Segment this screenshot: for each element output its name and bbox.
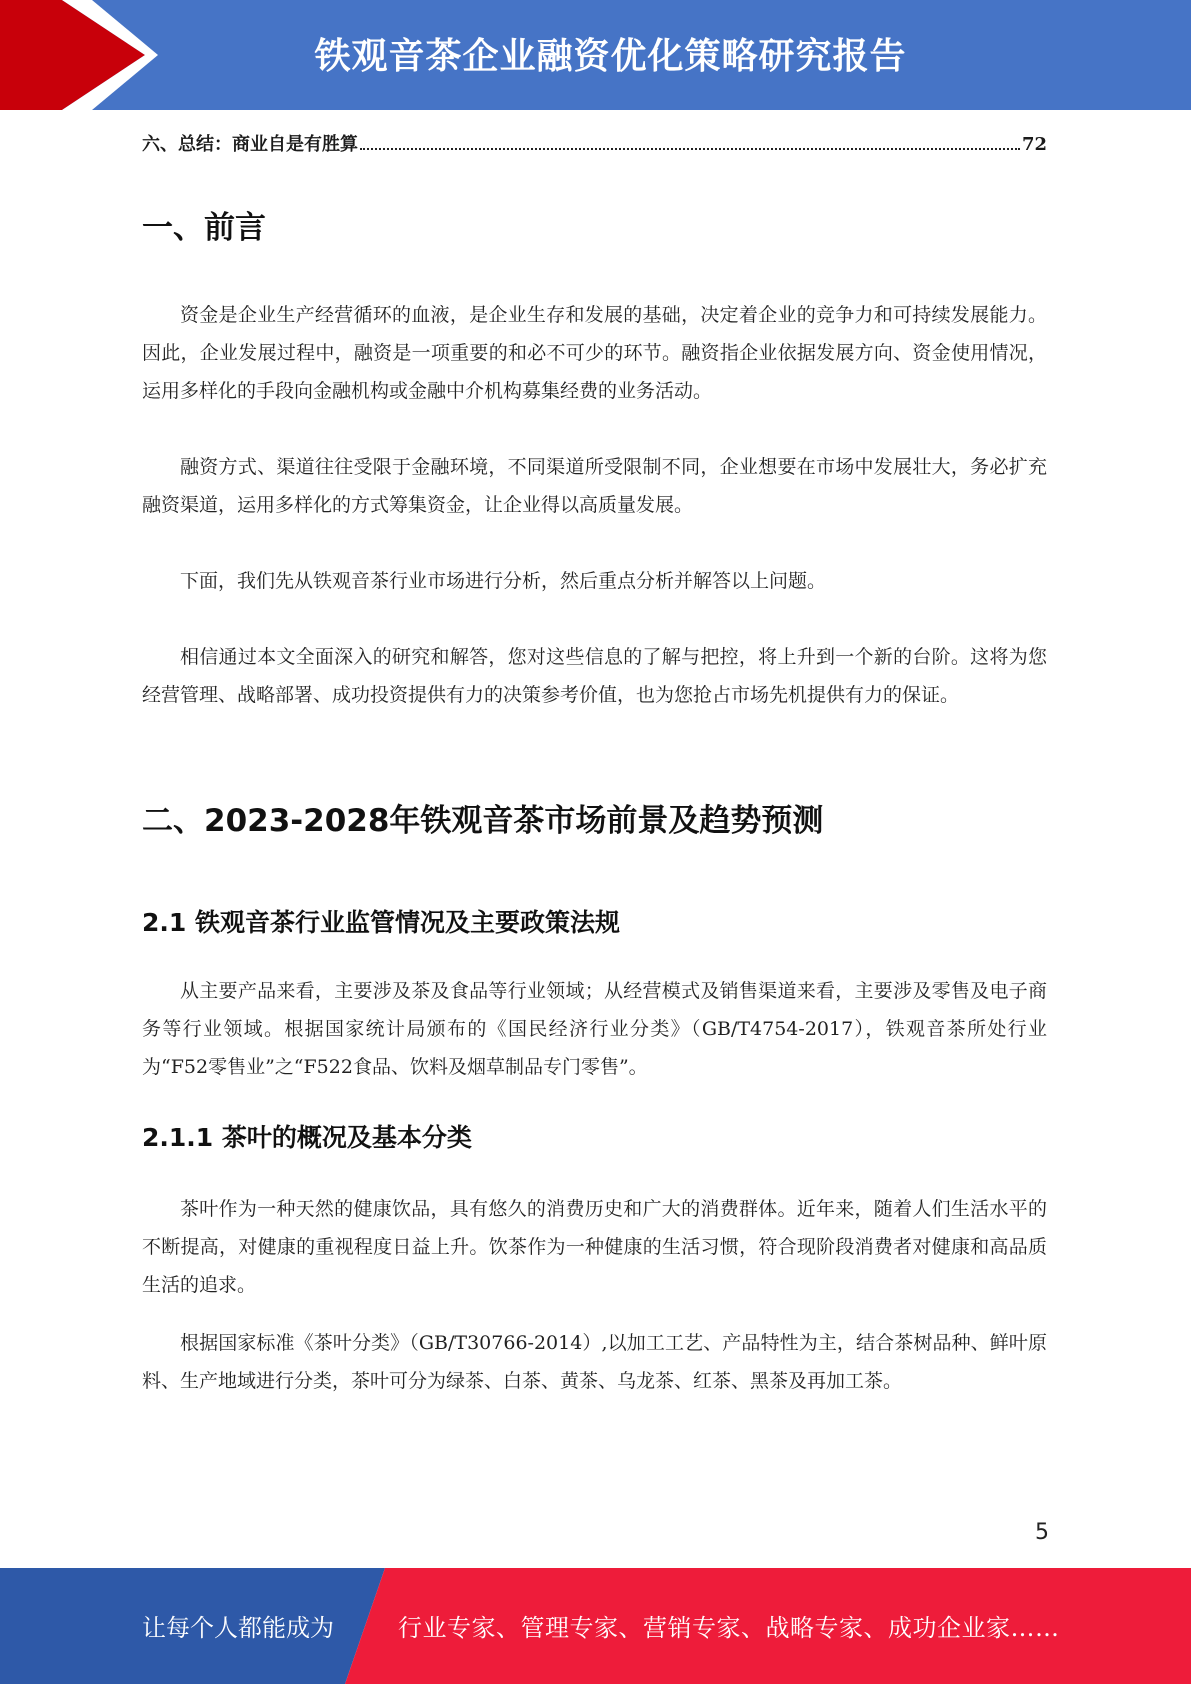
- toc-leader-dots: [360, 148, 1020, 150]
- report-title: 铁观音茶企业融资优化策略研究报告: [314, 36, 907, 77]
- paragraph: 下面，我们先从铁观音茶行业市场进行分析，然后重点分析并解答以上问题。: [180, 570, 827, 592]
- paragraph: 融资方式、渠道往往受限于金融环境，不同渠道所受限制不同，企业想要在市场中发展壮大，务必扩充融资渠道，运用多样化的方式筹集资金，让企业得以高质量发展。: [142, 456, 1047, 516]
- toc-entry-page: 72: [1021, 134, 1047, 155]
- subsection-heading-regulation: 2.1 铁观音茶行业监管情况及主要政策法规: [142, 908, 620, 937]
- toc-entry-label: 六、总结：商业自是有胜算: [142, 134, 358, 155]
- toc-entry[interactable]: [142, 130, 1047, 156]
- section-heading-market-forecast: 二、2023-2028年铁观音茶市场前景及趋势预测: [142, 803, 824, 839]
- section-heading-preface: 一、前言: [142, 210, 266, 246]
- paragraph: 资金是企业生产经营循环的血液，是企业生存和发展的基础，决定着企业的竞争力和可持续发展能力。因此，企业发展过程中，融资是一项重要的和必不可少的环节。融资指企业依据发展方向、资金使用情况，运用多样化的手段向金融机构或金融中介机构募集经费的业务活动。: [142, 304, 1047, 402]
- paragraph: 相信通过本文全面深入的研究和解答，您对这些信息的了解与把控，将上升到一个新的台阶。这将为您经营管理、战略部署、成功投资提供有力的决策参考价值，也为您抢占市场先机提供有力的保证。: [142, 646, 1047, 706]
- footer-slogan-lead: 让每个人都能成为: [142, 1614, 334, 1642]
- paragraph: 茶叶作为一种天然的健康饮品，具有悠久的消费历史和广大的消费群体。近年来，随着人们生活水平的不断提高，对健康的重视程度日益上升。饮茶作为一种健康的生活习惯，符合现阶段消费者对健康和高品质生活的追求。: [142, 1198, 1047, 1296]
- paragraph: 根据国家标准《茶叶分类》（GB/T30766-2014）,以加工工艺、产品特性为主，结合茶树品种、鲜叶原料、生产地域进行分类，茶叶可分为绿茶、白茶、黄茶、乌龙茶、红茶、黑茶及再加工茶。: [142, 1332, 1047, 1392]
- footer-slogan-roles: 行业专家、管理专家、营销专家、战略专家、成功企业家……: [398, 1614, 1060, 1642]
- page-header: [0, 0, 1191, 110]
- subsection-heading-tea-overview: 2.1.1 茶叶的概况及基本分类: [142, 1123, 472, 1152]
- page-number: 5: [1035, 1520, 1049, 1545]
- page-footer: [0, 1568, 1191, 1684]
- paragraph: 从主要产品来看，主要涉及茶及食品等行业领域；从经营模式及销售渠道来看，主要涉及零售及电子商务等行业领域。根据国家统计局颁布的《国民经济行业分类》（GB/T4754-2017），铁观音茶所处行业为“F52零售业”之“F522食品、饮料及烟草制品专门零售”。: [142, 980, 1047, 1078]
